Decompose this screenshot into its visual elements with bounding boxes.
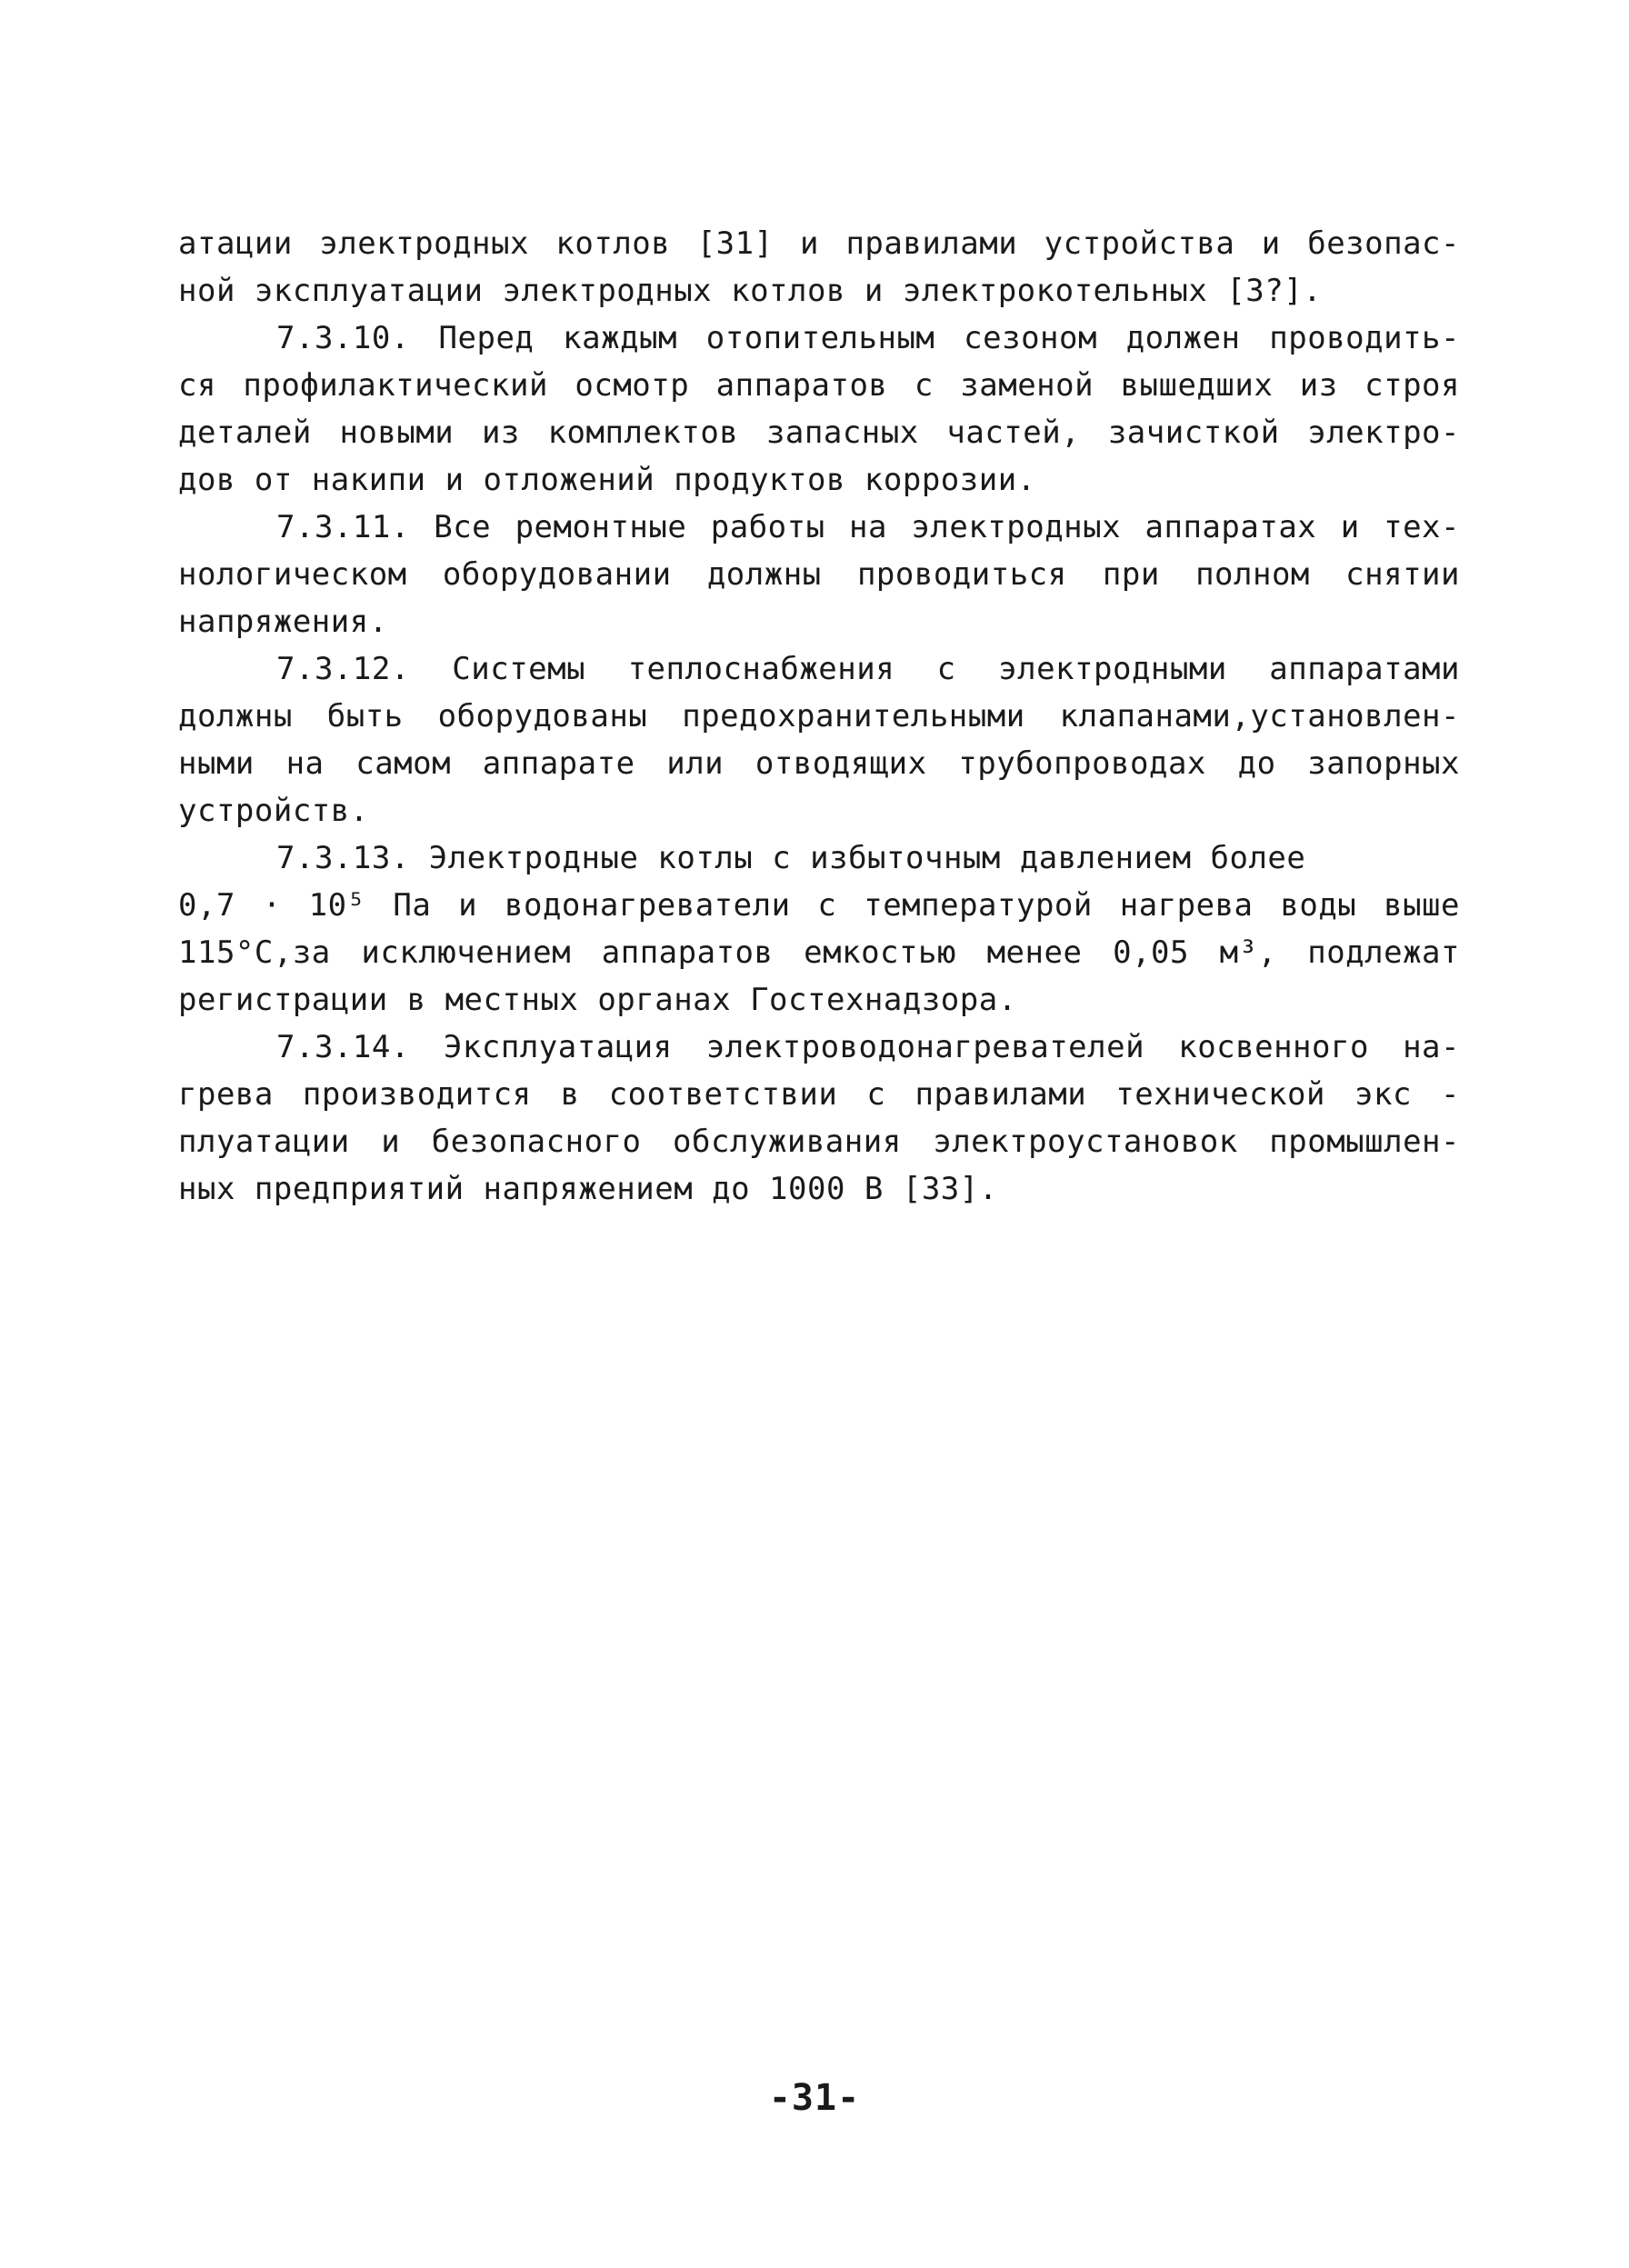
paragraph-start-7-3-14: 7.3.14. Эксплуатация электроводонагревателей косвенного на- (276, 1029, 1460, 1065)
text-line: ных предприятий напряжением до 1000 В [33]. (178, 1171, 998, 1207)
text-line: ными на самом аппарате или отводящих трубопроводах до запорных (178, 745, 1460, 782)
text-line: 0,7 · 10⁵ Па и водонагреватели с температурой нагрева воды выше (178, 887, 1460, 924)
paragraph-start-7-3-10: 7.3.10. Перед каждым отопительным сезоном должен проводить- (276, 320, 1460, 356)
text-line: деталей новыми из комплектов запасных частей, зачисткой электро- (178, 415, 1460, 451)
body-text (178, 220, 1460, 1213)
text-line: регистрации в местных органах Гостехнадзора. (178, 982, 1017, 1018)
paragraph-start-7-3-12: 7.3.12. Системы теплоснабжения с электродными аппаратами (276, 651, 1460, 687)
text-line: напряжения. (178, 604, 388, 640)
text-line: устройств. (178, 793, 369, 829)
text-line: грева производится в соответствии с правилами технической экс - (178, 1076, 1460, 1113)
text-line: должны быть оборудованы предохранительными клапанами,установлен- (178, 698, 1460, 734)
text-line: ной эксплуатации электродных котлов и электрокотельных [3?]. (178, 273, 1323, 309)
paragraph-start-7-3-11: 7.3.11. Все ремонтные работы на электродных аппаратах и тех- (276, 509, 1460, 545)
text-line: 115°С,за исключением аппаратов емкостью менее 0,05 м³, подлежат (178, 934, 1460, 971)
page-number: -31- (768, 2077, 861, 2119)
text-line: дов от накипи и отложений продуктов коррозии. (178, 462, 1036, 498)
text-line: нологическом оборудовании должны проводиться при полном снятии (178, 556, 1460, 593)
paragraph-start-7-3-13: 7.3.13. Электродные котлы с избыточным давлением более (276, 840, 1306, 876)
text-line: ся профилактический осмотр аппаратов с заменой вышедших из строя (178, 367, 1460, 404)
text-line: плуатации и безопасного обслуживания электроустановок промышлен- (178, 1124, 1460, 1160)
text-line: атации электродных котлов [31] и правилами устройства и безопас- (178, 225, 1460, 262)
